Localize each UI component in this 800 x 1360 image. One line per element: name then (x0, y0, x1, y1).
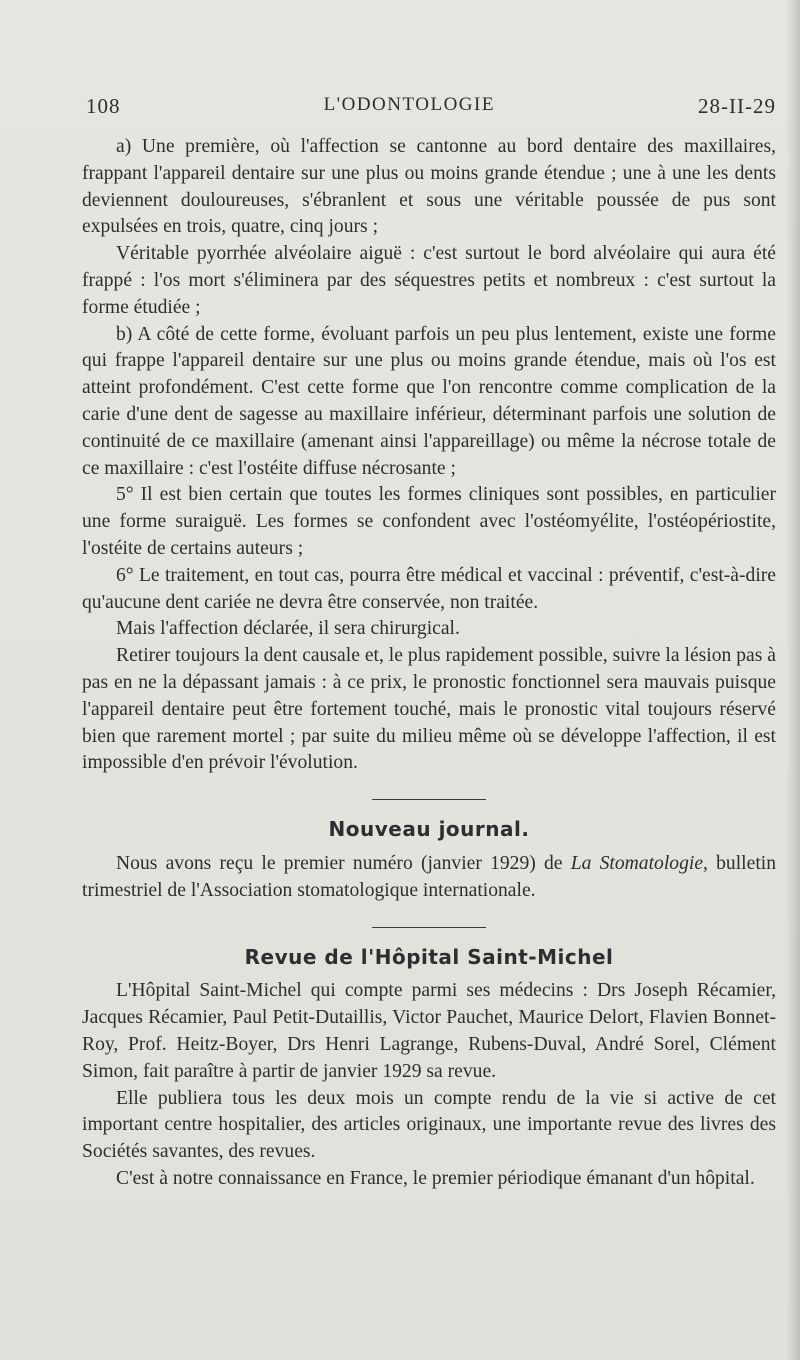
section-divider (372, 927, 486, 928)
paragraph: 6° Le traitement, en tout cas, pourra être médical et vaccinal : préventif, c'est-à-dire qu'aucune dent cariée ne devra être conservée, non traitée. (82, 564, 776, 613)
section-title-revue-hopital: Revue de l'Hôpital Saint-Michel (244, 944, 614, 969)
section-divider (372, 799, 486, 800)
text-run: Nous avons reçu le premier numéro (janvier 1929) de (116, 852, 571, 874)
journal-title: L'ODONTOLOGIE (323, 94, 495, 115)
page-body (82, 134, 776, 1193)
page-number: 108 (86, 94, 121, 118)
paragraph: 5° Il est bien certain que toutes les formes cliniques sont possibles, en particulier une forme suraiguë. Les formes se confondent avec l'ostéomyélite, l'ostéopériostite, l'ostéite de certains auteurs ; (82, 484, 776, 559)
journal-name: La Stomatologie (570, 852, 704, 874)
paragraph: Elle publiera tous les deux mois un compte rendu de la vie si active de cet important centre hospitalier, des articles originaux, une importante revue des livres des Sociétés savantes, des revues. (82, 1087, 776, 1163)
running-header (86, 94, 776, 119)
paragraph: C'est à notre connaissance en France, le premier périodique émanant d'un hôpital. (116, 1167, 755, 1189)
paragraph (82, 851, 776, 905)
issue-date: 28-II-29 (698, 94, 776, 118)
paragraph: Mais l'affection déclarée, il sera chirurgical. (116, 618, 460, 640)
paragraph: a) Une première, où l'affection se cantonne au bord dentaire des maxillaires, frappant l'appareil dentaire sur une plus ou moins grande étendue ; une à une les dents deviennent douloureuses, s'ébranlent et sous une véritable poussée de pus sont expulsées en trois, quatre, cinq jours ; (82, 136, 776, 238)
text-run: , bulletin trimestriel de l'Association stomatologique internationale. (82, 852, 776, 901)
paragraph: Véritable pyorrhée alvéolaire aiguë : c'est surtout le bord alvéolaire qui aura été frappé : l'os mort s'éliminera par des séquestres petits et nombreux : c'est surtout la forme étudiée ; (82, 243, 776, 318)
paragraph: Retirer toujours la dent causale et, le plus rapidement possible, suivre la lésion pas à pas en ne la dépassant jamais : à ce prix, le pronostic fonctionnel sera mauvais puisque l'appareil dentaire peut être fortement touché, mais le pronostic vital toujours réservé bien que rarement mortel ; par suite du milieu même où se développe l'affection, il est impossible d'en prévoir l'évolution. (82, 645, 776, 774)
page-edge-shadow (786, 0, 800, 1360)
paragraph: b) A côté de cette forme, évoluant parfois un peu plus lentement, existe une forme qui frappe l'appareil dentaire sur une plus ou moins grande étendue, mais où l'os est atteint profondément. C'est cette forme que l'on rencontre comme complication de la carie d'une dent de sagesse au maxillaire inférieur, déterminant parfois une solution de continuité de ce maxillaire (amenant ainsi l'appareillage) ou même la nécrose totale de ce maxillaire : c'est l'ostéite diffuse nécrosante ; (82, 323, 776, 479)
section-title-nouveau-journal: Nouveau journal. (328, 817, 530, 842)
paragraph: L'Hôpital Saint-Michel qui compte parmi ses médecins : Drs Joseph Récamier, Jacques Récamier, Paul Petit-Dutaillis, Victor Pauchet, Maurice Delort, Flavien Bonnet-Roy, Prof. Heitz-Boyer, Drs Henri Lagrange, Rubens-Duval, André Sorel, Clément Simon, fait paraître à partir de janvier 1929 sa revue. (82, 980, 776, 1082)
